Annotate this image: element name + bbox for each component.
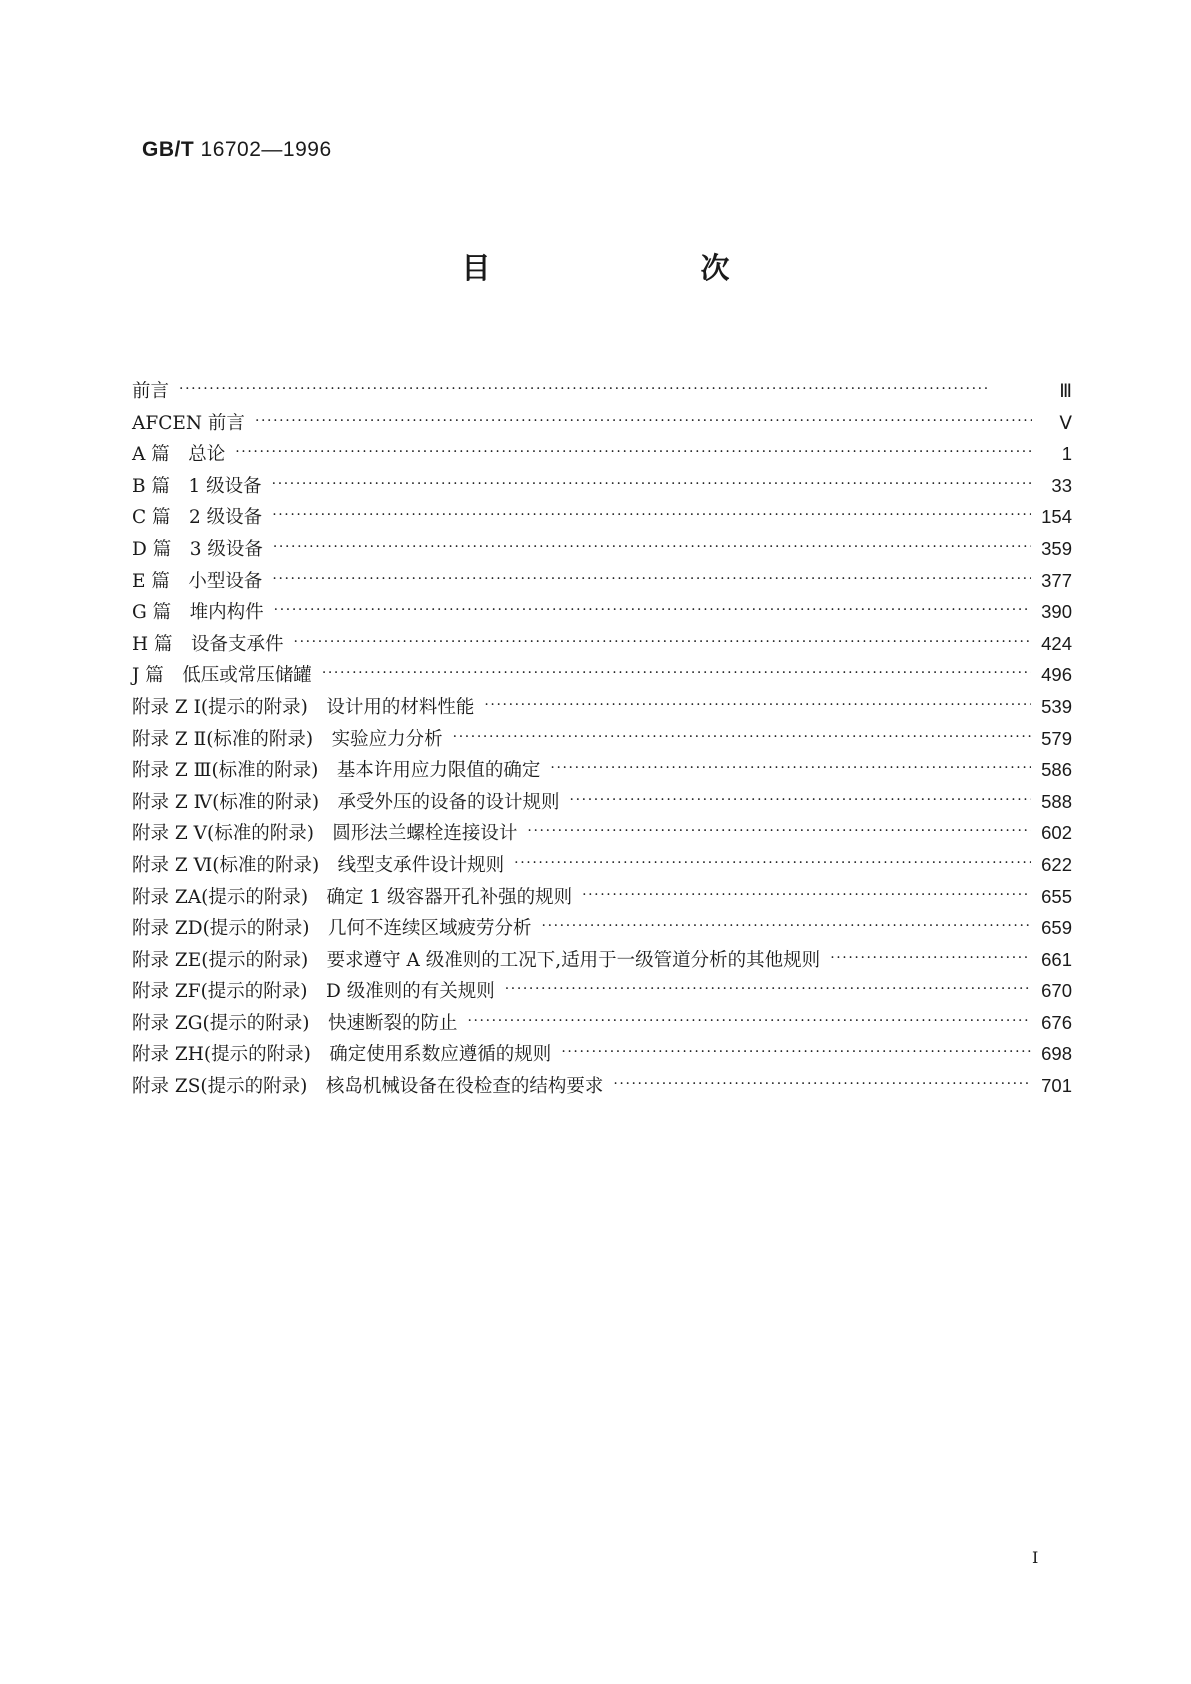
toc-entry-label: 附录 ZE(提示的附录) 要求遵守 A 级准则的工况下,适用于一级管道分析的其他规则 xyxy=(132,949,821,971)
toc-entry[interactable] xyxy=(132,693,1072,725)
dot-leader xyxy=(542,914,1032,934)
toc-entry-label: G 篇 堆内构件 xyxy=(132,602,264,624)
dot-leader xyxy=(274,598,1031,618)
toc-entry-page: Ⅴ xyxy=(1059,411,1072,433)
toc-entry-label: 附录 ZG(提示的附录) 快速断裂的防止 xyxy=(132,1012,458,1034)
toc-entry-page: 1 xyxy=(1061,443,1072,465)
toc-entry-label: H 篇 设备支承件 xyxy=(132,633,284,655)
toc-entry-label: 附录 Z Ⅱ(标准的附录) 实验应力分析 xyxy=(132,728,443,750)
toc-entry-label: A 篇 总论 xyxy=(132,444,226,466)
toc-entry-label: E 篇 小型设备 xyxy=(132,570,263,592)
toc-entry-page: 676 xyxy=(1041,1011,1072,1033)
dot-leader xyxy=(561,1040,1031,1060)
dot-leader xyxy=(272,567,1031,587)
dot-leader xyxy=(272,472,1032,492)
dot-leader xyxy=(570,788,1032,808)
toc-entry-label: C 篇 2 级设备 xyxy=(132,507,263,529)
toc-entry-label: 附录 ZF(提示的附录) D 级准则的有关规则 xyxy=(132,981,495,1003)
dot-leader xyxy=(322,661,1031,681)
toc-entry-page: 154 xyxy=(1041,506,1072,528)
toc-entry-page: 586 xyxy=(1041,759,1072,781)
page-title: 目 次 xyxy=(461,251,830,285)
toc-entry[interactable] xyxy=(132,883,1072,915)
table-of-contents xyxy=(132,377,1072,1104)
toc-entry-label: 附录 Z Ⅲ(标准的附录) 基本许用应力限值的确定 xyxy=(132,760,541,782)
toc-entry[interactable] xyxy=(132,788,1072,820)
standard-number xyxy=(142,138,332,162)
toc-entry-label: 附录 Z Ⅵ(标准的附录) 线型支承件设计规则 xyxy=(132,854,505,876)
toc-entry-label: 附录 ZH(提示的附录) 确定使用系数应遵循的规则 xyxy=(132,1044,552,1066)
toc-entry-page: 377 xyxy=(1041,569,1072,591)
dot-leader xyxy=(294,630,1032,650)
toc-entry[interactable] xyxy=(132,472,1072,504)
toc-entry[interactable] xyxy=(132,535,1072,567)
toc-entry-page: 390 xyxy=(1041,601,1072,623)
dot-leader xyxy=(453,725,1031,745)
toc-entry[interactable] xyxy=(132,598,1072,630)
toc-entry-label: AFCEN 前言 xyxy=(132,412,245,434)
toc-entry-label: 附录 Z Ⅳ(标准的附录) 承受外压的设备的设计规则 xyxy=(132,791,560,813)
toc-entry[interactable] xyxy=(132,440,1072,472)
dot-leader xyxy=(467,1009,1031,1029)
toc-entry[interactable] xyxy=(132,977,1072,1009)
toc-entry-page: 622 xyxy=(1041,853,1072,875)
toc-entry-label: 附录 ZD(提示的附录) 几何不连续区域疲劳分析 xyxy=(132,918,532,940)
toc-entry[interactable] xyxy=(132,1072,1072,1104)
toc-entry[interactable] xyxy=(132,946,1072,978)
toc-entry-page: 496 xyxy=(1041,664,1072,686)
toc-entry[interactable] xyxy=(132,630,1072,662)
toc-entry-page: 588 xyxy=(1041,790,1072,812)
toc-entry-page: 659 xyxy=(1041,917,1072,939)
toc-entry-page: 33 xyxy=(1051,474,1072,496)
toc-entry-page: 359 xyxy=(1041,537,1072,559)
standard-prefix: GB/T xyxy=(142,138,195,161)
page-number: Ⅰ xyxy=(1032,1548,1039,1567)
toc-entry-label: B 篇 1 级设备 xyxy=(132,475,262,497)
toc-entry-label: 附录 ZA(提示的附录) 确定 1 级容器开孔补强的规则 xyxy=(132,886,573,908)
toc-entry-label: 附录 ZS(提示的附录) 核岛机械设备在役检查的结构要求 xyxy=(132,1076,604,1098)
dot-leader xyxy=(272,503,1031,523)
toc-entry[interactable] xyxy=(132,914,1072,946)
dot-leader xyxy=(514,851,1031,871)
toc-entry-page: 655 xyxy=(1041,885,1072,907)
toc-entry[interactable] xyxy=(132,819,1072,851)
toc-entry-page: Ⅲ xyxy=(1059,380,1072,401)
toc-entry-label: 前言 xyxy=(132,381,170,402)
dot-leader xyxy=(255,409,1032,429)
toc-entry[interactable] xyxy=(132,725,1072,757)
dot-leader xyxy=(273,535,1031,555)
toc-entry-label: J 篇 低压或常压储罐 xyxy=(132,665,312,687)
dot-leader xyxy=(550,756,1031,776)
standard-code: 16702—1996 xyxy=(200,138,332,161)
dot-leader xyxy=(527,819,1031,839)
toc-entry[interactable] xyxy=(132,567,1072,599)
dot-leader xyxy=(505,977,1031,997)
toc-entry[interactable] xyxy=(132,1040,1072,1072)
toc-entry[interactable] xyxy=(132,409,1072,441)
toc-entry[interactable] xyxy=(132,377,1072,409)
toc-entry[interactable] xyxy=(132,851,1072,883)
toc-entry-page: 661 xyxy=(1041,948,1072,970)
toc-entry-page: 602 xyxy=(1041,822,1072,844)
dot-leader xyxy=(484,693,1031,713)
dot-leader xyxy=(235,440,1032,460)
dot-leader xyxy=(582,883,1031,903)
toc-entry-label: D 篇 3 级设备 xyxy=(132,538,263,560)
toc-entry-page: 579 xyxy=(1041,727,1072,749)
toc-entry-page: 670 xyxy=(1041,980,1072,1002)
toc-entry[interactable] xyxy=(132,503,1072,535)
toc-entry-page: 701 xyxy=(1041,1075,1072,1097)
toc-entry-page: 539 xyxy=(1041,695,1072,717)
toc-entry[interactable] xyxy=(132,756,1072,788)
toc-entry-label: 附录 Z Ⅴ(标准的附录) 圆形法兰螺栓连接设计 xyxy=(132,823,518,845)
dot-leader xyxy=(830,946,1031,966)
toc-entry[interactable] xyxy=(132,661,1072,693)
toc-entry-page: 698 xyxy=(1041,1043,1072,1065)
toc-entry[interactable] xyxy=(132,1009,1072,1041)
dot-leader xyxy=(179,377,1032,397)
toc-entry-page: 424 xyxy=(1041,632,1072,654)
dot-leader xyxy=(613,1072,1031,1092)
toc-entry-label: 附录 Z Ⅰ(提示的附录) 设计用的材料性能 xyxy=(132,696,475,718)
